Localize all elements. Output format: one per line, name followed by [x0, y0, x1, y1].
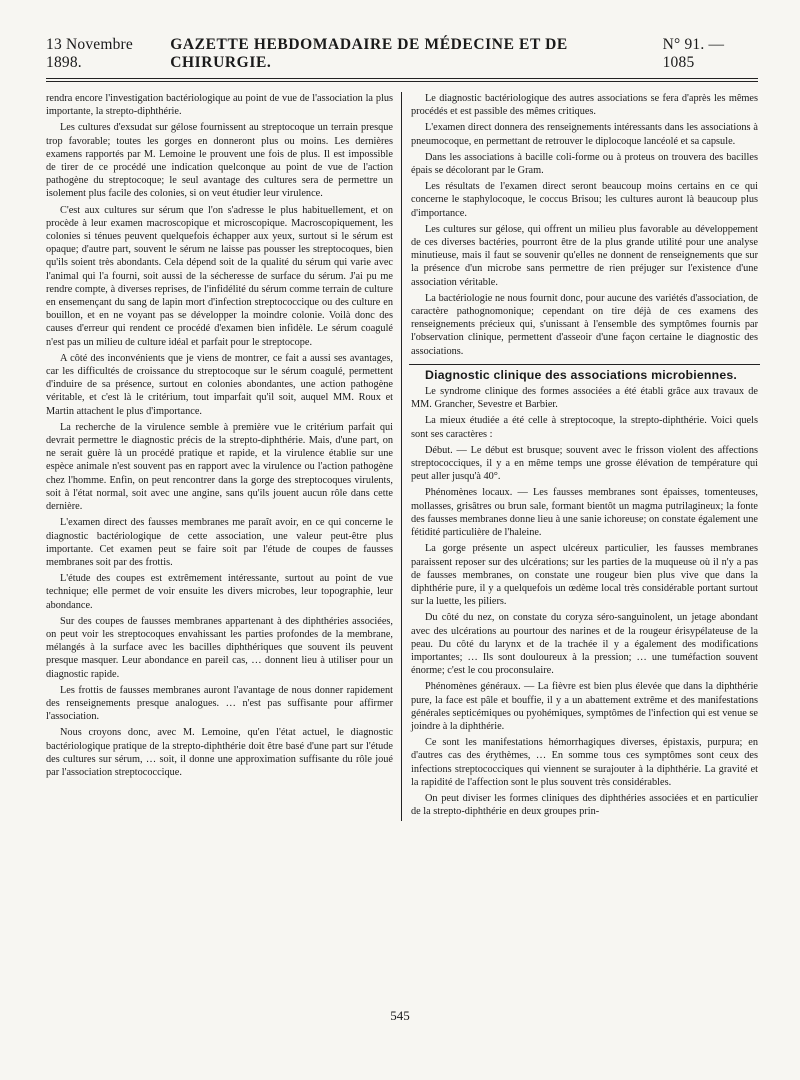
- running-header: [46, 36, 758, 72]
- right-column: [411, 92, 758, 821]
- paragraph: La recherche de la virulence semble à première vue le critérium parfait qui devrait permettre le diagnostic précis de la strepto-diphthérie. Mais, d'une part, on ne serait guère là un procédé pratique et rapide, et la virulence établie sur une espèce animale n'est souvent pas en rapport avec la virulence ou l'action pathogène chez l'homme. Enfin, on peut rencontrer dans la gorge des streptocoques virulents, soit à l'état normal, soit avec une angine, sans qu'ils jouent aucun rôle dans cette dernière.: [46, 421, 393, 513]
- paragraph: Nous croyons donc, avec M. Lemoine, qu'en l'état actuel, le diagnostic bactériologique pratique de la strepto-diphthérie doit être basé d'une part sur l'étude des cultures sur sérum, … soit, il donne une approximation suffisante du rôle joué par l'association streptococcique.: [46, 727, 393, 778]
- paragraph: Le syndrome clinique des formes associées a été établi grâce aux travaux de MM. Grancher, Sevestre et Barbier.: [411, 386, 758, 411]
- paragraph: Du côté du nez, on constate du coryza séro-sanguinolent, un jetage abondant avec des ulcérations au pourtour des narines et de la rougeur érisypélateuse de la peau. Du côté du larynx et de la trachée il y a également des modifications importantes; … Ils sont douloureux à la pression; … une tuméfaction souvent énorme; c'est le cou proconsulaire.: [411, 612, 758, 677]
- paragraph: La gorge présente un aspect ulcéreux particulier, les fausses membranes paraissent reposer sur des ulcérations; sur les parties de la muqueuse où il n'y a pas de fausses membranes, on constate une rougeur bien plus vive que dans la diphthérie pure, il y a quelquefois un œdème local très considérable portant surtout sur la luette, les piliers.: [411, 543, 758, 608]
- paragraph: Phénomènes locaux. — Les fausses membranes sont épaisses, tomenteuses, mollasses, grisâtres ou brun sale, formant bientôt un magma putrilagineux; la fonte des fausses membranes donne lieu à une sanie ichoreuse; on constate également une fétidité particulière de l'haleine.: [411, 487, 758, 539]
- paragraph: C'est aux cultures sur sérum que l'on s'adresse le plus habituellement, et on procède à leur examen macroscopique et microscopique. Macroscopiquement, les colonies si ténues peuvent quelquefois échapper aux yeux, surtout si le sérum est opaque; d'autre part, souvent le sérum ne laisse pas pousser les streptocoques, bien qu'ils soient très abondants. Cela dépend soit de la qualité du sérum qui varie avec l'animal qui l'a fourni, soit aussi de la sécheresse de surface du sérum. J'ai pu me rendre compte, à diverses reprises, de l'infidélité du sérum comme terrain de culture en ensemençant du sang de lapin mort d'infection streptococcique ou des culture en bouillon, et en ne voyant pas se développer la moindre colonie. Voilà donc des causes d'erreur qui rendent ce procédé d'examen bien infidèle. Le sérum coagulé n'est pas un milieu de culture idéal et parfait pour le streptocope.: [46, 204, 393, 348]
- paragraph: Début. — Le début est brusque; souvent avec le frisson violent des affections streptococciques, il y a en même temps une grosse élévation de température qui peut aller jusqu'à 40°.: [411, 444, 758, 483]
- paragraph: Les frottis de fausses membranes auront l'avantage de nous donner rapidement des renseignements presque analogues. … n'est pas suffisante pour affirmer l'association.: [46, 684, 393, 723]
- right-column-bottom: [411, 385, 758, 818]
- paragraph: On peut diviser les formes cliniques des diphthéries associées et en particulier de la strepto-diphthérie en deux groupes prin-: [411, 792, 758, 818]
- paragraph: Les cultures sur gélose, qui offrent un milieu plus favorable au développement de ces diverses bactéries, pourront être de la plus grande utilité pour une analyse minutieuse, mais il faut se souvenir qu'elles ne donnent de renseignements que sur la présence d'un microbe sans permettre de rien préjuger sur l'existence d'une association véritable.: [411, 223, 758, 288]
- header-journal-title: GAZETTE HEBDOMADAIRE DE MÉDECINE ET DE CHIRURGIE.: [170, 36, 568, 71]
- section-rule: [409, 364, 760, 365]
- body-columns: [46, 92, 758, 821]
- paragraph: La mieux étudiée a été celle à streptocoque, la strepto-diphthérie. Voici quels sont ses caractères :: [411, 415, 758, 440]
- paragraph: A côté des inconvénients que je viens de montrer, ce fait a aussi ses avantages, car les difficultés de croissance du streptocoque sur le sérum coagulé, permettent d'induire de sa présence, surtout en colonies abondantes, une action pathogène véritable, et c'est là le critérium, tout imparfait qu'il soit, auquel MM. Roux et Martin attachent le plus d'importance.: [46, 352, 393, 417]
- paragraph: Phénomènes généraux. — La fièvre est bien plus élevée que dans la diphthérie pure, la face est pâle et bouffie, il y a un abattement extrême et des manifestations générales septicémiques ou pyohémiques, symptômes de l'infection qui est venue se joindre à la diphthérie.: [411, 681, 758, 732]
- right-column-top: [411, 92, 758, 358]
- paragraph: Les cultures d'exsudat sur gélose fournissent au streptocoque un terrain presque trop favorable; toutes les gorges en donneront plus ou moins. Les dernières examens rapportés par M. Lemoine le prouvent une fois de plus. Il est impossible de tirer de ce procédé une indication quelconque au point de vue de l'action pathogène du streptocoque; le seul avantage des cultures sera de permettre un isolement plus facile des colonies, si on veut étudier leur virulence.: [46, 122, 393, 200]
- header-rule-thin: [46, 81, 758, 82]
- section-heading: Diagnostic clinique des associations microbiennes.: [425, 367, 738, 382]
- paragraph: Les résultats de l'examen direct seront beaucoup moins certains en ce qui concerne le staphylocoque, le coccus Brisou; les cultures auront là beaucoup plus d'importance.: [411, 181, 758, 219]
- paragraph: Sur des coupes de fausses membranes appartenant à des diphthéries associées, on peut voir les streptocoques envahissant les parties profondes de la membrane, mélangés à la surface avec les bacilles diphthériques que souvent ils peuvent presque masquer. Leur abondance en pareil cas, … donnent lieu à utiliser pour un diagnostic rapide.: [46, 615, 393, 680]
- header-date: 13 Novembre 1898.: [46, 36, 133, 71]
- paragraph: Le diagnostic bactériologique des autres associations se fera d'après les mêmes procédés et est passible des mêmes critiques.: [411, 93, 758, 118]
- paragraph: La bactériologie ne nous fournit donc, pour aucune des variétés d'association, de caractère pathognomonique; cependant on tire déjà de ces examens des renseignements précieux qui, s'unissant à l'ensemble des symptômes fournis par l'observation clinique, permettent d'asseoir d'une façon certaine le diagnostic des associations.: [411, 292, 758, 357]
- header-issue-number: N° 91. — 1085: [662, 36, 725, 71]
- paragraph: L'examen direct des fausses membranes me paraît avoir, en ce qui concerne le diagnostic bactériologique de cette association, une valeur peut-être plus importante. Cet examen peut se faire soit par l'étude de coupes de fausses membranes soit par des frottis.: [46, 517, 393, 568]
- paragraph: L'étude des coupes est extrêmement intéressante, surtout au point de vue technique; elle permet de voir ensuite les divers microbes, leur topographie, leur abondance.: [46, 573, 393, 611]
- header-rule: [46, 78, 758, 79]
- page-number: 545: [390, 1008, 410, 1023]
- left-column: [46, 92, 393, 821]
- column-divider: [401, 92, 402, 821]
- paragraph: Ce sont les manifestations hémorrhagiques diverses, épistaxis, purpura; en d'autres cas des érythèmes, … En somme tous ces symptômes sont ceux des infections streptococciques qui viennent se surajouter à la diphthérie. La gravité et la rapidité de l'affection sont le plus souvent très considérables.: [411, 737, 758, 788]
- paragraph: rendra encore l'investigation bactériologique au point de vue de l'association la plus importante, la strepto-diphthérie.: [46, 93, 393, 118]
- paragraph: Dans les associations à bacille coli-forme ou à proteus on trouvera des bacilles épais se décolorant par le Gram.: [411, 151, 758, 177]
- paragraph: L'examen direct donnera des renseignements intéressants dans les associations à pneumocoque, en permettant de retrouver le diplocoque lancéolé et sa capsule.: [411, 122, 758, 147]
